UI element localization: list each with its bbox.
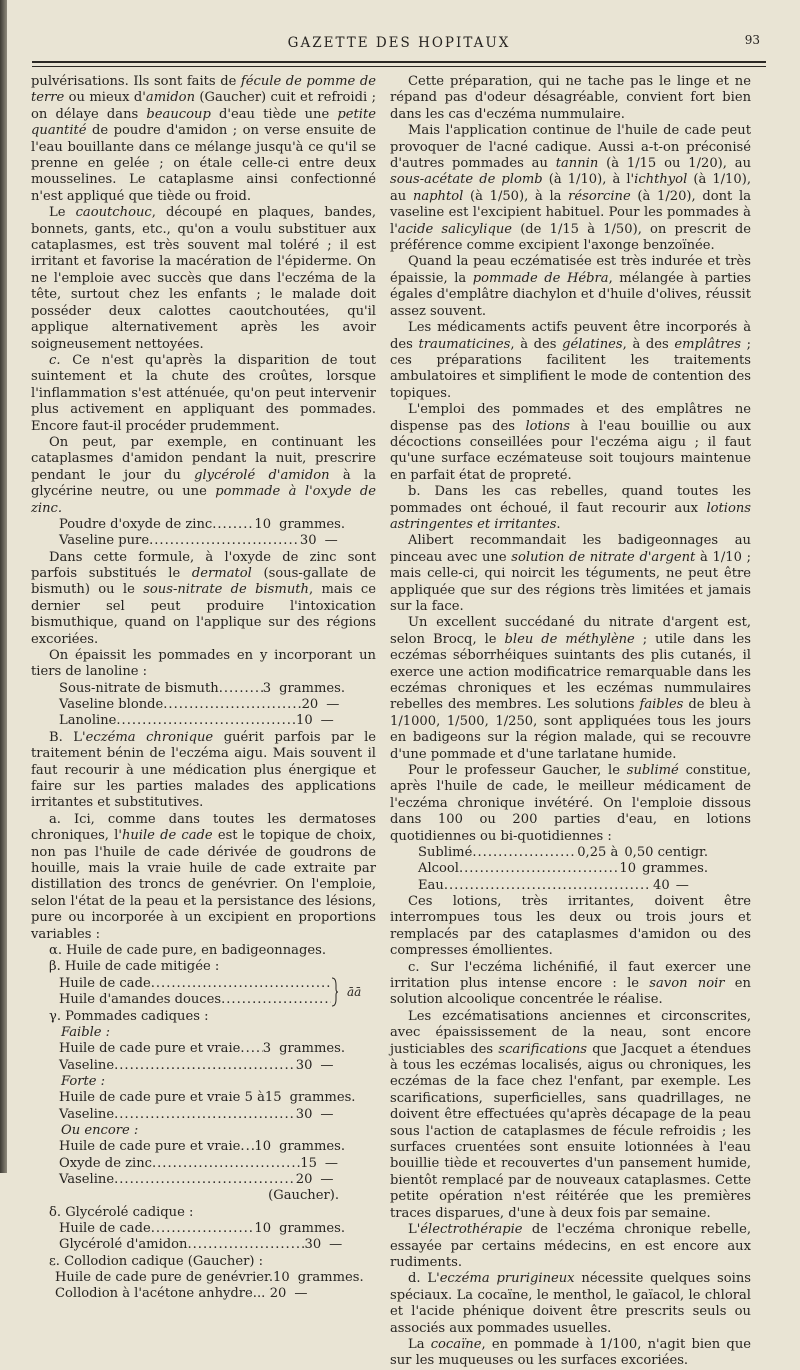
formula-line: Huile de cade pure et vraie 5 à 15 grammes. — [59, 1090, 356, 1106]
formula-bismuth — [59, 681, 345, 730]
formula-line: Vaseline ..... 30 — — [59, 1107, 345, 1123]
paragraph: La cocaïne, en pommade à 1/100, n'agit bien que sur les muqueuses ou les surfaces excoriées. — [390, 1336, 751, 1369]
running-title: GAZETTE DES HOPITAUX — [287, 35, 511, 51]
page-number: 93 — [744, 33, 760, 47]
list-item-gamma: γ. Pommades cadiques : — [49, 1008, 209, 1024]
brace-icon — [331, 977, 339, 1007]
paragraph: Cette préparation, qui ne tache pas le linge et ne répand pas d'odeur désagréable, convient fort bien dans les cas d'eczéma nummulaire. — [390, 74, 751, 122]
formula-line: Oxyde de zinc ..... 15 — — [59, 1156, 345, 1172]
formula-epsilon — [55, 1270, 364, 1303]
formula-line: Huile de cade pure et vraie ..... 3 grammes. — [59, 1041, 345, 1057]
list-item-delta: δ. Glycérolé cadique : — [49, 1204, 194, 1220]
formula-line: Huile de cade ..... — [59, 976, 331, 992]
formula-forte — [59, 1090, 356, 1123]
paragraph: Les médicaments actifs peuvent être incorporés à des traumaticines, à des gélatines, à des emplâtres ; ces préparations facilitent les traitements ambulatoires et simplifient le mode de contention des topiques. — [390, 320, 752, 401]
subheading: Forte : — [61, 1074, 106, 1090]
paragraph: Mais l'application continue de l'huile de cade peut provoquer de l'acné cadique. Aussi a-t-on préconisé d'autres pommades au tannin (à 1/15 ou 1/20), au sous-acétate de plomb (à 1/10), à l'ichthyol (à 1/10), au naphtol (à 1/50), à la résorcine (à 1/20), dont la vaseline est l'excipient habituel. Pour les pommades à l'acide salicylique (de 1/15 à 1/50), on prescrit de préférence comme excipient l'axonge benzoïnée. — [390, 123, 751, 254]
header-rule-thin — [32, 66, 766, 67]
formula-line: Huile de cade ..... 10 grammes. — [59, 1221, 345, 1237]
left-column — [31, 74, 376, 1303]
formula-line: Vaseline blonde ..... 20 — — [59, 697, 345, 713]
page-binding-edge — [0, 0, 7, 1173]
formula-line: Lanoline ..... 10 — — [59, 713, 345, 729]
list-item-alpha: α. Huile de cade pure, en badigeonnages. — [49, 942, 326, 958]
paragraph: Ces lotions, très irritantes, doivent être interrompues tous les deux ou trois jours et remplacés par des cataplasmes d'amidon ou des compresses émollientes. — [390, 893, 751, 959]
paragraph: b. Dans les cas rebelles, quand toutes les pommades ont échoué, il faut recourir aux lotions astringentes et irritantes. — [390, 484, 751, 532]
paragraph: L'emploi des pommades et des emplâtres ne dispense pas des lotions à l'eau bouillie ou aux décoctions conseillées pour l'eczéma aigu ; il faut qu'une surface eczémateuse soit toujours maintenue en parfait état de propreté. — [390, 402, 752, 483]
formula-line: Huile de cade pure et vraie ..... 10 grammes. — [59, 1139, 345, 1155]
formula-line: Alcool ..... 10 grammes. — [418, 861, 708, 877]
paragraph: On peut, par exemple, en continuant les cataplasmes d'amidon pendant la nuit, prescrire pendant le jour du glycérolé d'amidon à la glycérine neutre, ou une pommade à l'oxyde de zinc. — [31, 434, 377, 516]
paragraph: pulvérisations. Ils sont faits de fécule de pomme de terre ou mieux d'amidon (Gaucher) cuit et refroidi ; on délaye dans beaucoup d'eau tiède une petite quantité de poudre d'amidon ; on verse ensuite de l'eau bouillante dans ce mélange jusqu'à ce qu'il se prenne en gelée ; on étale celle-ci entre deux mousselines. Le cataplasme ainsi confectionné n'est appliqué que tiède ou froid. — [31, 74, 376, 204]
paragraph: c. Ce n'est qu'après la disparition de tout suintement et la chute des croûtes, lorsque l'inflammation s'est atténuée, qu'on peut intervenir plus activement en appliquant des pommades. Encore faut-il procéder prudemment. — [31, 352, 376, 434]
paragraph: On épaissit les pommades en y incorporant un tiers de lanoline : — [31, 648, 376, 680]
formula-line: Vaseline pure ..... 30 — — [59, 533, 345, 549]
subheading: Ou encore : — [61, 1123, 139, 1139]
paragraph: L'électrothérapie de l'eczéma chronique rebelle, essayée par certains médecins, en est encore aux rudiments. — [390, 1222, 751, 1270]
list-item-beta: β. Huile de cade mitigée : — [49, 959, 220, 975]
formula-zinc — [59, 517, 345, 550]
paragraph: B. L'eczéma chronique guérit parfois par le traitement bénin de l'eczéma aigu. Mais souvent il faut recourir à une médication plus énergique et faire sur les parties malades des applications irritantes et substitutives. — [31, 729, 377, 811]
paragraph: Le caoutchouc, découpé en plaques, bandes, bonnets, gants, etc., qu'on a voulu substituer aux cataplasmes, est très souvent mal toléré ; il est irritant et favorise la macération de l'épiderme. On ne l'emploie avec succès que dans l'eczéma de la tête, surtout chez les enfants ; le malade doit posséder deux calottes caoutchoutées, qu'il applique alternativement après les avoir soigneusement nettoyées. — [31, 205, 377, 352]
formula-line: Vaseline ..... 30 — — [59, 1058, 345, 1074]
formula-faible — [59, 1041, 345, 1074]
aa-mark: āā — [347, 985, 362, 999]
header-rule-thick — [32, 61, 766, 63]
formula-line: Poudre d'oxyde de zinc ..... 10 grammes. — [59, 517, 345, 533]
paragraph: Quand la peau eczématisée est très indurée et très épaissie, la pommade de Hébra, mélangée à parties égales d'emplâtre diachylon et d'huile d'olives, réussit assez souvent. — [390, 254, 752, 319]
formula-line: Collodion à l'acétone anhydre... 20 — — [55, 1286, 308, 1302]
paragraph: d. L'eczéma prurigineux nécessite quelques soins spéciaux. La cocaïne, le menthol, le gaïacol, le chloral et l'acide phénique doivent être prescrits seuls ou associés aux pommades usuelles. — [390, 1271, 751, 1336]
formula-line: Huile d'amandes douces ..... — [59, 992, 331, 1008]
paragraph: Les ezcématisations anciennes et circonscrites, avec épaississement de la neau, sont encore justiciables des scarifications que Jacquet a étendues à tous les eczémas localisés, aigus ou chroniques, les eczémas de la face chez l'enfant, par exemple. Les scarifications, superficielles, sans quadrillages, ne doivent être effectuées qu'après décapage de la peau sous l'action de cataplasmes de fécule refroidis ; les surfaces cruentées sont ensuite lotionnées à l'eau bouillie tiède et recouvertes d'un pansement humide, bientôt remplacé par de nouveaux cataplasmes. Cette petite opération n'est réitérée que les premières traces disparues, d'une à deux fois par semaine. — [390, 1008, 751, 1221]
right-column — [390, 74, 751, 1370]
subheading: Faible : — [61, 1025, 111, 1041]
formula-line: Eau ..... 40 — — [418, 878, 708, 894]
formula-ou-encore — [59, 1139, 345, 1204]
page-header — [32, 28, 766, 68]
formula-line: Sublimé ..... 0,25 à 0,50 centigr. — [418, 845, 708, 861]
paragraph: Pour le professeur Gaucher, le sublimé constitue, après l'huile de cade, le meilleur médicament de l'eczéma chronique invétéré. On l'emploie dissous dans 100 ou 200 parties d'eau, en lotions quotidiennes ou bi-quotidiennes : — [390, 763, 751, 844]
paragraph: Alibert recommandait les badigeonnages au pinceau avec une solution de nitrate d'argent à 1/10 ; mais celle-ci, qui noircit les téguments, ne peut être appliquée que sur des régions très limitées et jamais sur la face. — [390, 533, 751, 614]
formula-cade-mitigee — [59, 976, 376, 1009]
paragraph: Dans cette formule, à l'oxyde de zinc sont parfois substitués le dermatol (sous-gallate de bismuth) ou le sous-nitrate de bismuth, mais ce dernier sel peut produire l'intoxication bismuthique, quand on l'applique sur des régions excoriées. — [31, 549, 377, 647]
formula-author: (Gaucher). — [268, 1188, 339, 1204]
formula-sublime — [418, 845, 708, 894]
formula-line: Huile de cade pure de genévrier. 10 grammes. — [55, 1270, 364, 1286]
paragraph: c. Sur l'eczéma lichénifié, il faut exercer une irritation plus intense encore : le savon noir en solution alcoolique concentrée le réalise. — [390, 959, 751, 1008]
formula-line: Glycérolé d'amidon ..... 30 — — [59, 1237, 345, 1253]
paragraph: Un excellent succédané du nitrate d'argent est, selon Brocq, le bleu de méthylène ; utile dans les eczémas séborrhéiques suintants des plis cutanés, il exerce une action modificatrice remarquable dans les eczémas chroniques et les eczémas nummulaires rebelles des membres. Les solutions faibles de bleu à 1/1000, 1/500, 1/250, sont appliquées tous les jours en badigeons sur la région malade, qui se recouvre d'une pommade et d'une tarlatane humide. — [390, 615, 751, 762]
formula-line: Sous-nitrate de bismuth ..... 3 grammes. — [59, 681, 345, 697]
list-item-epsilon: ε. Collodion cadique (Gaucher) : — [49, 1253, 264, 1269]
paragraph: a. Ici, comme dans toutes les dermatoses chroniques, l'huile de cade est le topique de choix, non pas l'huile de cade dérivée de goudrons de houille, mais la vraie huile de cade extraite par distillation des troncs de genévrier. On l'emploie, selon l'état de la peau et la persistance des lésions, pure ou incorporée à un excipient en proportions variables : — [31, 811, 376, 942]
formula-line: Vaseline ..... 20 — — [59, 1172, 345, 1188]
formula-delta — [59, 1221, 345, 1254]
